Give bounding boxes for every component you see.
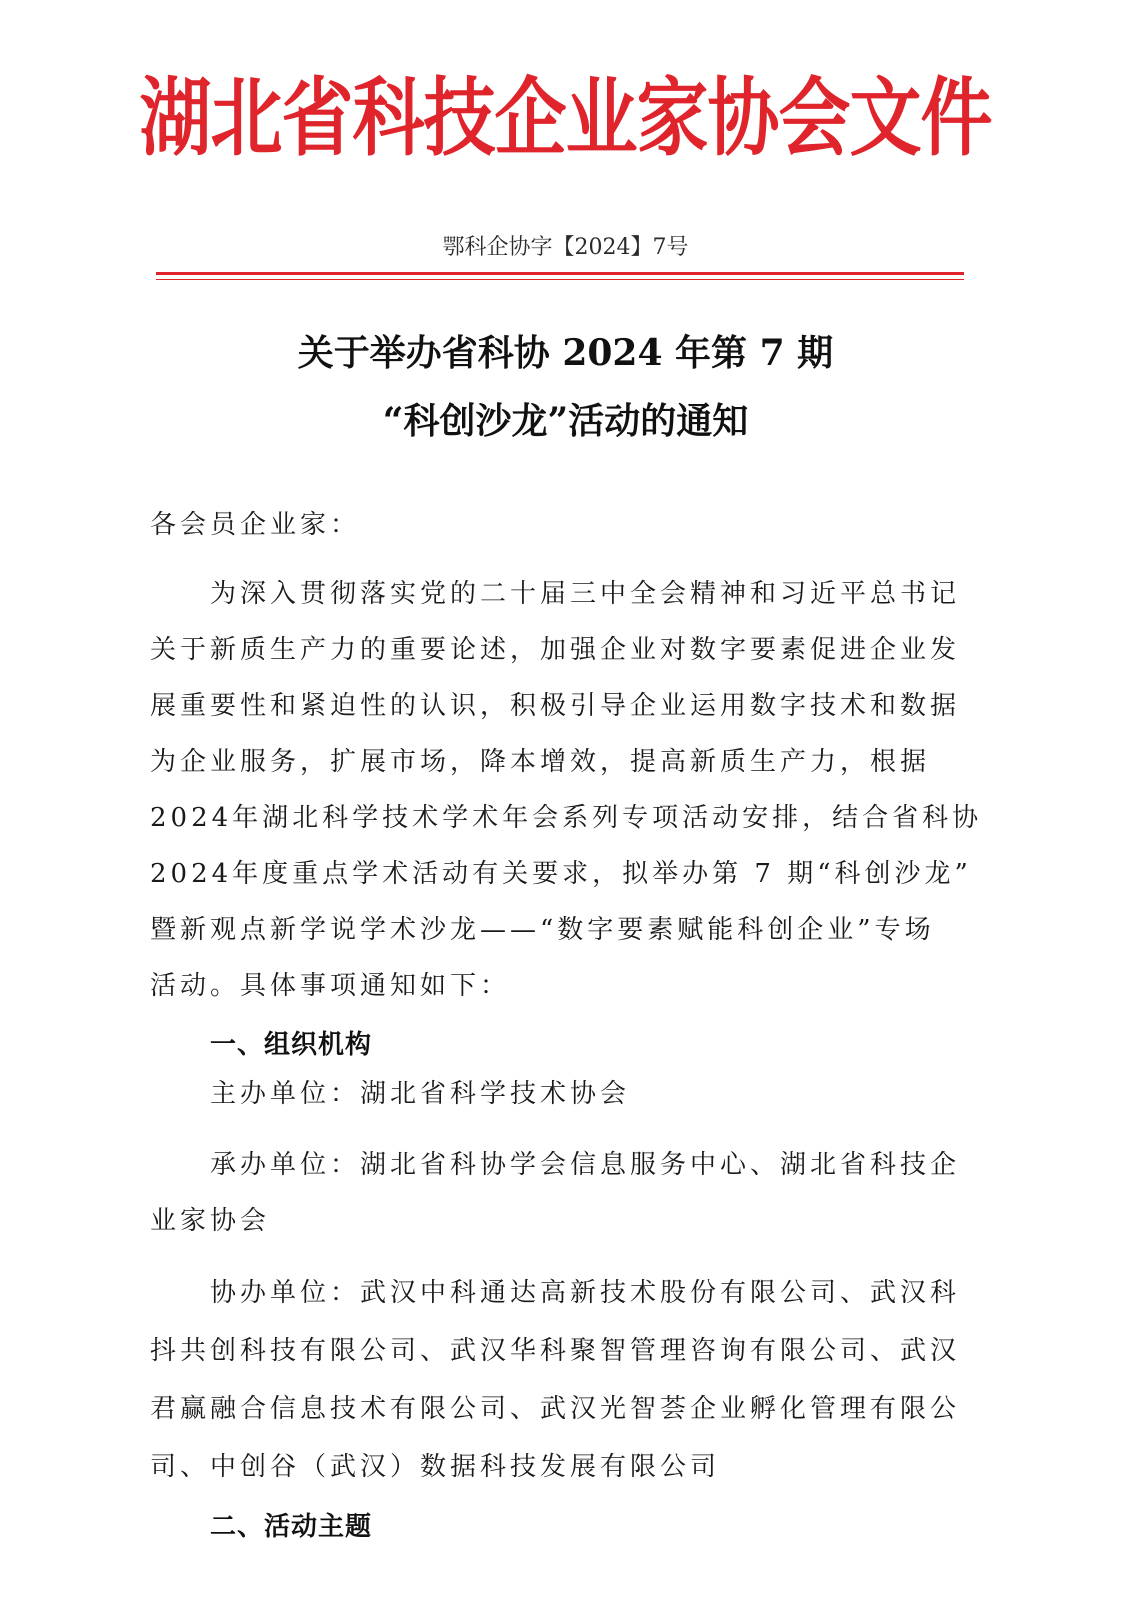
paragraph-line: 业家协会	[150, 1206, 271, 1236]
salutation: 各会员企业家：	[150, 510, 361, 540]
paragraph-line: 暨新观点新学说学术沙龙——“数字要素赋能科创企业”专场	[150, 915, 935, 945]
host-unit: 主办单位：湖北省科学技术协会	[150, 1079, 631, 1109]
org-masthead: 湖北省科技企业家协会文件	[139, 68, 992, 168]
paragraph-line: 2024年湖北科学技术学术年会系列专项活动安排，结合省科协	[150, 803, 983, 833]
paragraph-line: 司、中创谷（武汉）数据科技发展有限公司	[150, 1452, 721, 1482]
paragraph-line: 君赢融合信息技术有限公司、武汉光智荟企业孵化管理有限公	[150, 1394, 961, 1424]
notice-title-line-2: “科创沙龙”活动的通知	[382, 400, 749, 442]
document-number: 鄂科企协字【2024】7号	[442, 235, 689, 260]
notice-title-line-1: 关于举办省科协 2024 年第 7 期	[297, 332, 834, 374]
section-heading-organization: 一、组织机构	[210, 1030, 373, 1060]
red-divider-thick	[156, 272, 964, 275]
paragraph-line: 展重要性和紧迫性的认识，积极引导企业运用数字技术和数据	[150, 691, 961, 721]
paragraph-line: 关于新质生产力的重要论述，加强企业对数字要素促进企业发	[150, 635, 961, 665]
paragraph-line: 协办单位：武汉中科通达高新技术股份有限公司、武汉科	[150, 1278, 961, 1308]
paragraph-line: 抖共创科技有限公司、武汉华科聚智管理咨询有限公司、武汉	[150, 1336, 961, 1366]
paragraph-line: 活动。具体事项通知如下：	[150, 971, 511, 1001]
red-divider-thin	[156, 279, 964, 280]
paragraph-line: 承办单位：湖北省科协学会信息服务中心、湖北省科技企	[150, 1150, 961, 1180]
paragraph-line: 2024年度重点学术活动有关要求，拟举办第 7 期“科创沙龙”	[150, 859, 972, 889]
paragraph-line: 为深入贯彻落实党的二十届三中全会精神和习近平总书记	[150, 579, 961, 609]
paragraph-line: 为企业服务，扩展市场，降本增效，提高新质生产力，根据	[150, 747, 931, 777]
section-heading-theme: 二、活动主题	[210, 1512, 373, 1542]
